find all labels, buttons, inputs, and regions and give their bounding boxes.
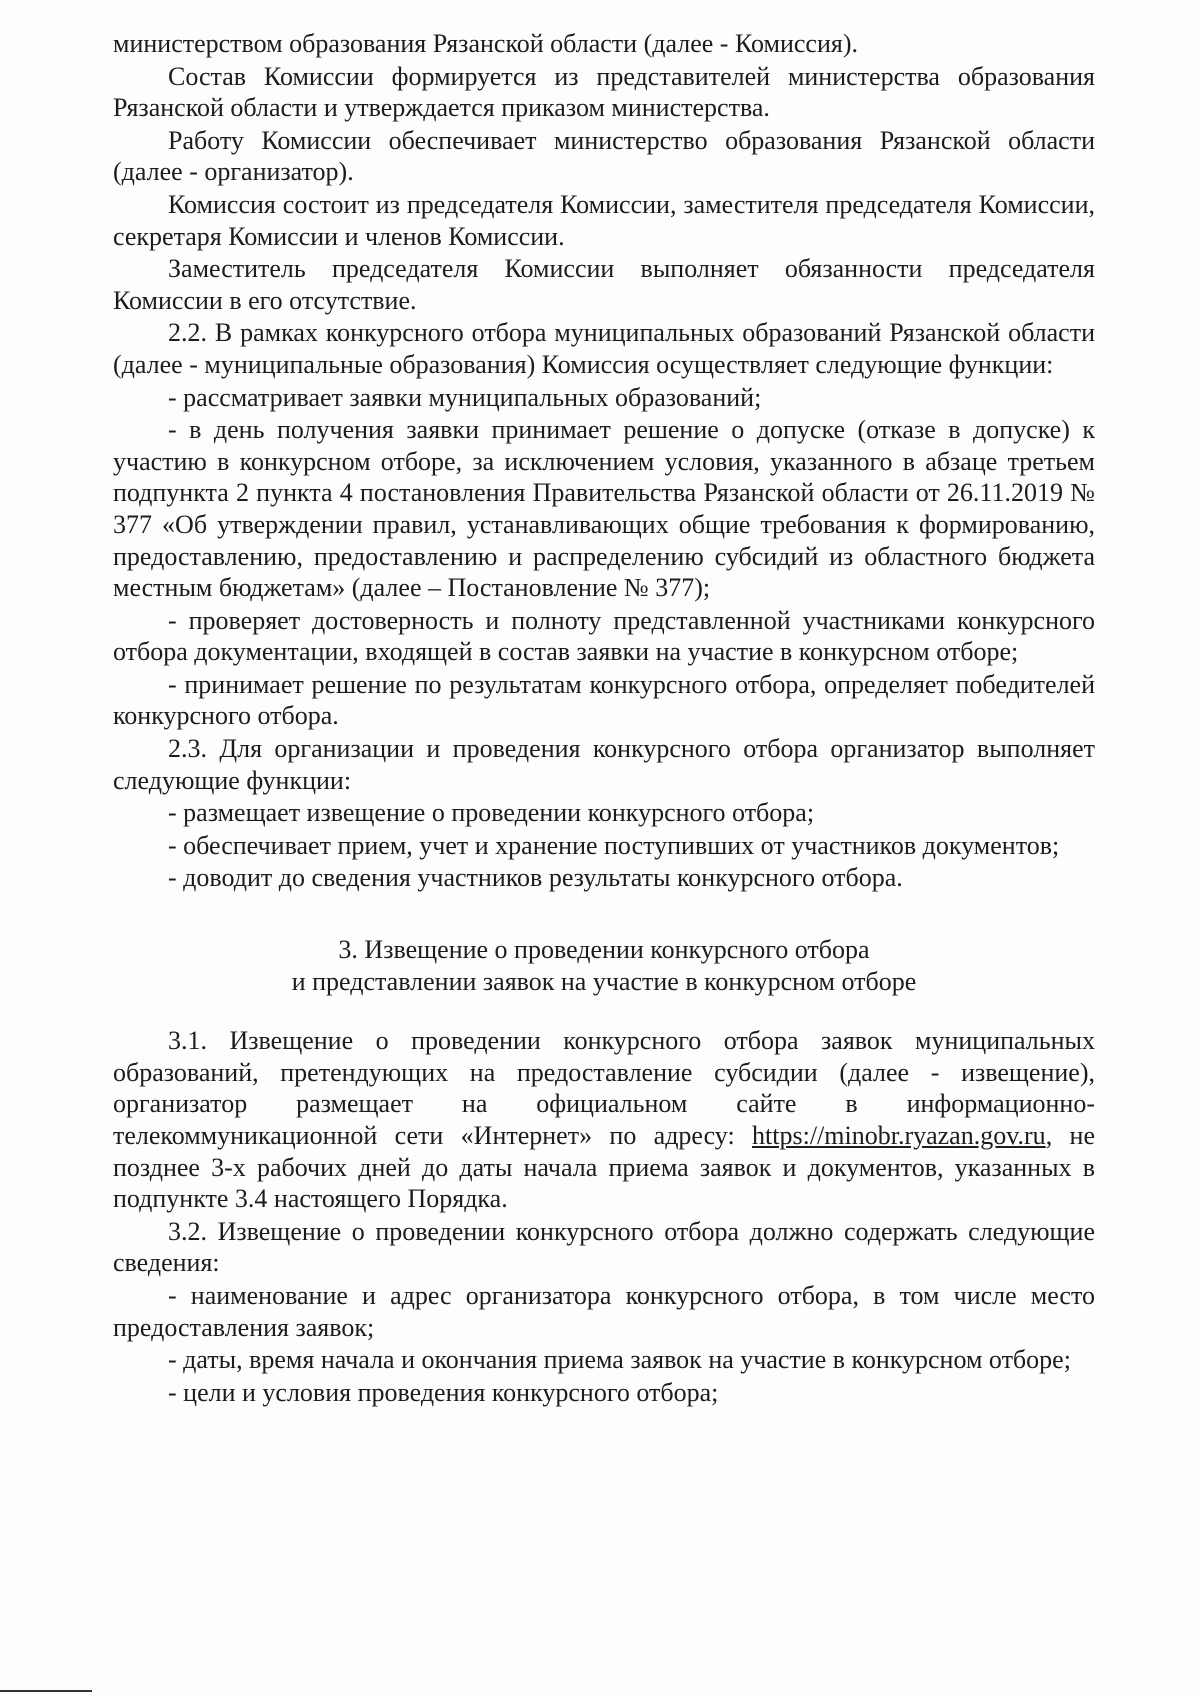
paragraph-commission-members: Комиссия состоит из председателя Комиссии, заместителя председателя Комиссии, секретаря Комиссии и членов Комиссии.	[113, 189, 1095, 251]
paragraph-3-1	[113, 1025, 1095, 1215]
paragraph-2-2: 2.2. В рамках конкурсного отбора муниципальных образований Рязанской области (далее - муниципальные образования) Комиссия осуществляет следующие функции:	[113, 318, 1095, 379]
list-item-commission-function: - рассматривает заявки муниципальных образований;	[168, 382, 762, 412]
section-3-heading-line-2: и представлении заявок на участие в конкурсном отборе	[291, 966, 917, 996]
paragraph-commission-work: Работу Комиссии обеспечивает министерство образования Рязанской области (далее - организатор).	[113, 125, 1095, 187]
paragraph-2-3: 2.3. Для организации и проведения конкурсного отбора организатор выполняет следующие функции:	[113, 734, 1095, 795]
paragraph-3-1-text-end: , не позднее 3-х рабочих дней до даты начала приема заявок и документов, указанных в подпункте 3.4 настоящего Порядка.	[113, 1121, 1095, 1214]
website-link[interactable]: https://minobr.ryazan.gov.ru	[752, 1121, 1046, 1150]
paragraph-3-1-text: 3.1. Извещение о проведении конкурсного отбора заявок муниципальных образований, претендующих на предоставление субсидии (далее - извещение), организатор размещает на официальном сайте в информационно-телекоммуникационной сети «Интернет» по адресу:	[113, 1026, 1095, 1150]
list-item-organizer-function: - доводит до сведения участников результаты конкурсного отбора.	[168, 863, 903, 893]
paragraph-commission-composition: Состав Комиссии формируется из представителей министерства образования Рязанской области и утверждается приказом министерства.	[113, 61, 1095, 123]
paragraph-3-2: 3.2. Извещение о проведении конкурсного отбора должно содержать следующие сведения:	[113, 1216, 1095, 1278]
section-3-heading	[113, 934, 1095, 997]
list-item-commission-function: - в день получения заявки принимает решение о допуске (отказе в допуске) к участию в конкурсном отборе, за исключением условия, указанного в абзаце третьем подпункта 2 пункта 4 постановления Правительства Рязанской области от 26.11.2019 № 377 «Об утверждении правил, устанавливающих общие требования к формированию, предоставлению, предоставлению и распределению субсидий из областного бюджета местным бюджетам» (далее – Постановление № 377);	[113, 415, 1095, 603]
footnote-separator-line	[0, 1690, 92, 1692]
list-item-commission-function: - принимает решение по результатам конкурсного отбора, определяет победителей конкурсного отбора.	[113, 669, 1095, 731]
paragraph-deputy-chair: Заместитель председателя Комиссии выполняет обязанности председателя Комиссии в его отсутствие.	[113, 254, 1095, 315]
document-body	[113, 28, 1095, 1409]
list-item-commission-function: - проверяет достоверность и полноту представленной участниками конкурсного отбора документации, входящей в состав заявки на участие в конкурсном отборе;	[113, 605, 1095, 667]
list-item-notice-content: - цели и условия проведения конкурсного отбора;	[168, 1377, 719, 1407]
list-item-notice-content: - даты, время начала и окончания приема заявок на участие в конкурсном отборе;	[168, 1345, 1071, 1375]
list-item-organizer-function: - обеспечивает прием, учет и хранение поступивших от участников документов;	[168, 830, 1060, 860]
list-item-organizer-function: - размещает извещение о проведении конкурсного отбора;	[168, 798, 815, 828]
intro-continuation: министерством образования Рязанской области (далее - Комиссия).	[113, 29, 858, 58]
list-item-notice-content: - наименование и адрес организатора конкурсного отбора, в том числе место предоставления заявок;	[113, 1280, 1095, 1342]
section-3-heading-line-1: 3. Извещение о проведении конкурсного отбора	[338, 935, 870, 965]
